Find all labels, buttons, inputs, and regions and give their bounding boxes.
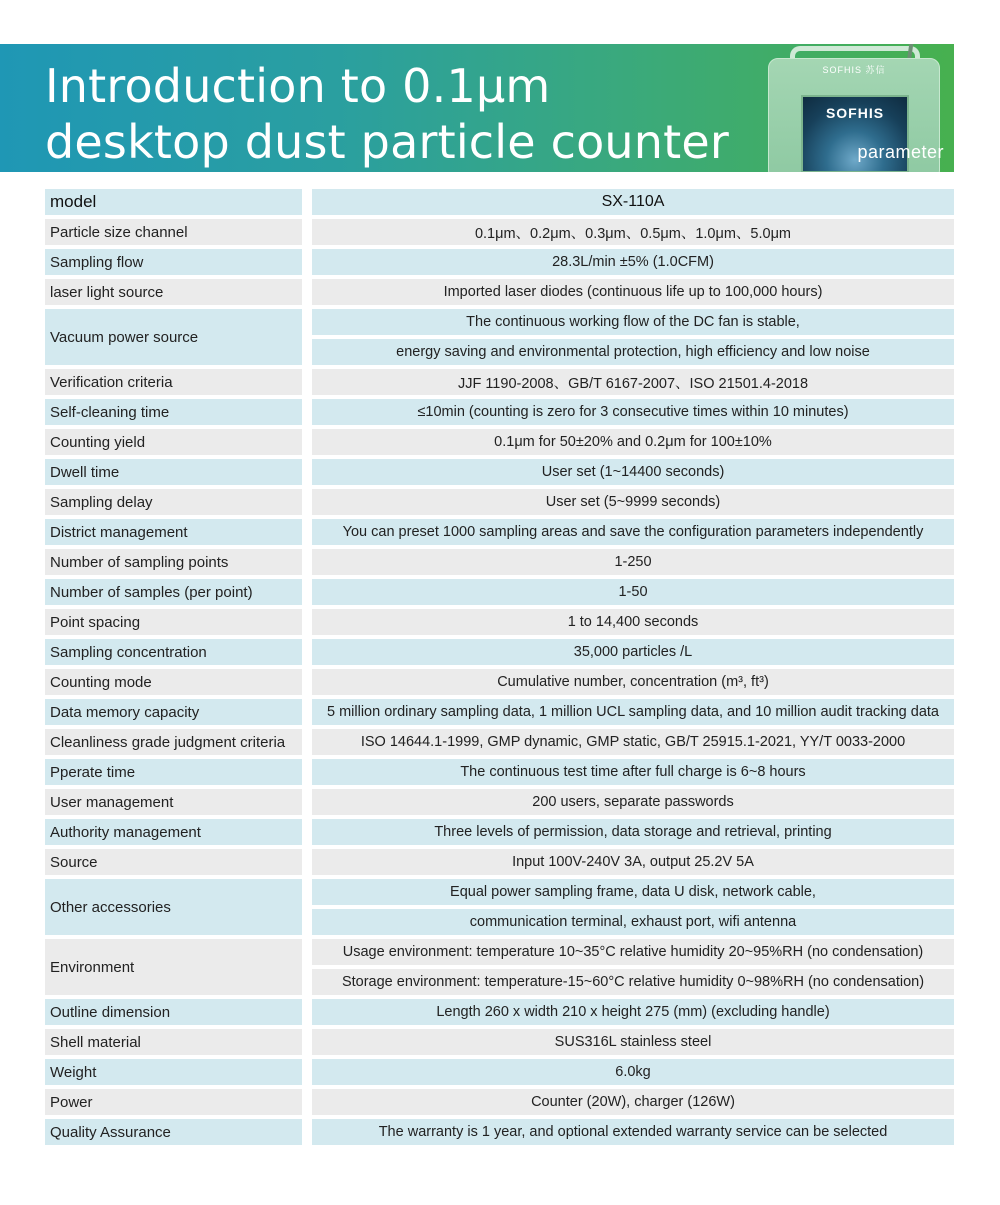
spec-label: Counting yield [45, 429, 302, 455]
spec-label: Sampling flow [45, 249, 302, 275]
spec-value: Usage environment: temperature 10~35°C relative humidity 20~95%RH (no condensation) [312, 939, 954, 965]
spec-value-cell [312, 1119, 954, 1145]
spec-label: laser light source [45, 279, 302, 305]
spec-value: 6.0kg [312, 1059, 954, 1085]
table-row [0, 459, 1000, 485]
spec-label: Sampling concentration [45, 639, 302, 665]
spec-value-cell [312, 729, 954, 755]
spec-label: Shell material [45, 1029, 302, 1055]
spec-value: 28.3L/min ±5% (1.0CFM) [312, 249, 954, 275]
table-row [0, 429, 1000, 455]
spec-label: Counting mode [45, 669, 302, 695]
spec-label: Data memory capacity [45, 699, 302, 725]
table-row [0, 219, 1000, 245]
spec-label: Dwell time [45, 459, 302, 485]
spec-label: Sampling delay [45, 489, 302, 515]
spec-value-cell [312, 459, 954, 485]
spec-label: User management [45, 789, 302, 815]
spec-value-cell [312, 849, 954, 875]
spec-value: communication terminal, exhaust port, wifi antenna [312, 909, 954, 935]
header-banner [0, 44, 954, 172]
spec-value: User set (5~9999 seconds) [312, 489, 954, 515]
spec-value-cell [312, 189, 954, 215]
spec-value: 200 users, separate passwords [312, 789, 954, 815]
spec-label: Authority management [45, 819, 302, 845]
table-row [0, 369, 1000, 395]
spec-value-cell [312, 279, 954, 305]
spec-value-cell [312, 249, 954, 275]
spec-value: 0.1μm for 50±20% and 0.2μm for 100±10% [312, 429, 954, 455]
table-row [0, 489, 1000, 515]
spec-value: Counter (20W), charger (126W) [312, 1089, 954, 1115]
table-row [0, 399, 1000, 425]
spec-value-cell [312, 519, 954, 545]
spec-value-cell [312, 369, 954, 395]
table-row [0, 999, 1000, 1025]
spec-value: Storage environment: temperature-15~60°C relative humidity 0~98%RH (no condensation) [312, 969, 954, 995]
spec-value: 1 to 14,400 seconds [312, 609, 954, 635]
table-row [0, 669, 1000, 695]
table-row [0, 1059, 1000, 1085]
spec-label: Quality Assurance [45, 1119, 302, 1145]
device-screen-brand: SOFHIS [825, 105, 885, 121]
table-row [0, 759, 1000, 785]
spec-value: You can preset 1000 sampling areas and save the configuration parameters independently [312, 519, 954, 545]
title-line-2: desktop dust particle counter [45, 115, 729, 169]
spec-label: Source [45, 849, 302, 875]
table-row [0, 1119, 1000, 1145]
spec-value: 1-250 [312, 549, 954, 575]
spec-label: model [45, 189, 302, 215]
spec-value-cell [312, 399, 954, 425]
table-row [0, 309, 1000, 365]
spec-value: The warranty is 1 year, and optional extended warranty service can be selected [312, 1119, 954, 1145]
table-row [0, 1029, 1000, 1055]
spec-label: Number of sampling points [45, 549, 302, 575]
table-header-row [0, 189, 1000, 215]
table-row [0, 789, 1000, 815]
spec-label: Outline dimension [45, 999, 302, 1025]
spec-value-cell [312, 549, 954, 575]
table-row [0, 249, 1000, 275]
spec-value: Input 100V-240V 3A, output 25.2V 5A [312, 849, 954, 875]
spec-value: Imported laser diodes (continuous life up to 100,000 hours) [312, 279, 954, 305]
spec-value-cell [312, 999, 954, 1025]
spec-label: District management [45, 519, 302, 545]
spec-value-cell [312, 219, 954, 245]
spec-label: Pperate time [45, 759, 302, 785]
spec-value: Cumulative number, concentration (m³, ft³) [312, 669, 954, 695]
page-title [45, 58, 729, 170]
spec-value: SUS316L stainless steel [312, 1029, 954, 1055]
spec-value-cell [312, 759, 954, 785]
device-brand-label: SOFHIS 苏信 [822, 65, 886, 75]
table-row [0, 279, 1000, 305]
table-row [0, 939, 1000, 995]
table-row [0, 849, 1000, 875]
spec-value: ISO 14644.1-1999, GMP dynamic, GMP static, GB/T 25915.1-2021, YY/T 0033-2000 [312, 729, 954, 755]
spec-value: User set (1~14400 seconds) [312, 459, 954, 485]
spec-label: Power [45, 1089, 302, 1115]
spec-label: Self-cleaning time [45, 399, 302, 425]
table-row [0, 609, 1000, 635]
spec-value-cell [312, 939, 954, 995]
spec-value: Length 260 x width 210 x height 275 (mm) (excluding handle) [312, 999, 954, 1025]
spec-value-cell [312, 489, 954, 515]
table-row [0, 549, 1000, 575]
spec-value-cell [312, 879, 954, 935]
spec-value: The continuous test time after full charge is 6~8 hours [312, 759, 954, 785]
spec-value: JJF 1190-2008、GB/T 6167-2007、ISO 21501.4-2018 [312, 369, 954, 395]
spec-label: Particle size channel [45, 219, 302, 245]
spec-value-cell [312, 1029, 954, 1055]
spec-value: Three levels of permission, data storage and retrieval, printing [312, 819, 954, 845]
table-row [0, 699, 1000, 725]
spec-value: 0.1μm、0.2μm、0.3μm、0.5μm、1.0μm、5.0μm [312, 219, 954, 245]
spec-value: energy saving and environmental protection, high efficiency and low noise [312, 339, 954, 365]
title-line-1: Introduction to 0.1μm [45, 59, 551, 113]
spec-value-cell [312, 819, 954, 845]
spec-value: 35,000 particles /L [312, 639, 954, 665]
spec-label: Point spacing [45, 609, 302, 635]
table-row [0, 1089, 1000, 1115]
spec-value-cell [312, 579, 954, 605]
table-row [0, 729, 1000, 755]
table-row [0, 579, 1000, 605]
table-row [0, 819, 1000, 845]
spec-value-cell [312, 309, 954, 365]
spec-value-cell [312, 699, 954, 725]
spec-value-cell [312, 1089, 954, 1115]
table-row [0, 879, 1000, 935]
parameter-label: parameter [857, 142, 944, 162]
spec-label: Other accessories [45, 879, 302, 935]
table-row [0, 639, 1000, 665]
spec-value-cell [312, 609, 954, 635]
spec-value: ≤10min (counting is zero for 3 consecutive times within 10 minutes) [312, 399, 954, 425]
spec-value: The continuous working flow of the DC fan is stable, [312, 309, 954, 335]
spec-label: Environment [45, 939, 302, 995]
spec-value-cell [312, 639, 954, 665]
spec-value: 5 million ordinary sampling data, 1 million UCL sampling data, and 10 million audit tracking data [312, 699, 954, 725]
spec-label: Number of samples (per point) [45, 579, 302, 605]
spec-label: Verification criteria [45, 369, 302, 395]
spec-label: Cleanliness grade judgment criteria [45, 729, 302, 755]
table-row [0, 519, 1000, 545]
spec-value-cell [312, 789, 954, 815]
spec-value: SX-110A [312, 189, 954, 215]
spec-label: Weight [45, 1059, 302, 1085]
spec-value-cell [312, 1059, 954, 1085]
spec-value-cell [312, 429, 954, 455]
spec-label: Vacuum power source [45, 309, 302, 365]
spec-value-cell [312, 669, 954, 695]
spec-value: 1-50 [312, 579, 954, 605]
spec-value: Equal power sampling frame, data U disk, network cable, [312, 879, 954, 905]
